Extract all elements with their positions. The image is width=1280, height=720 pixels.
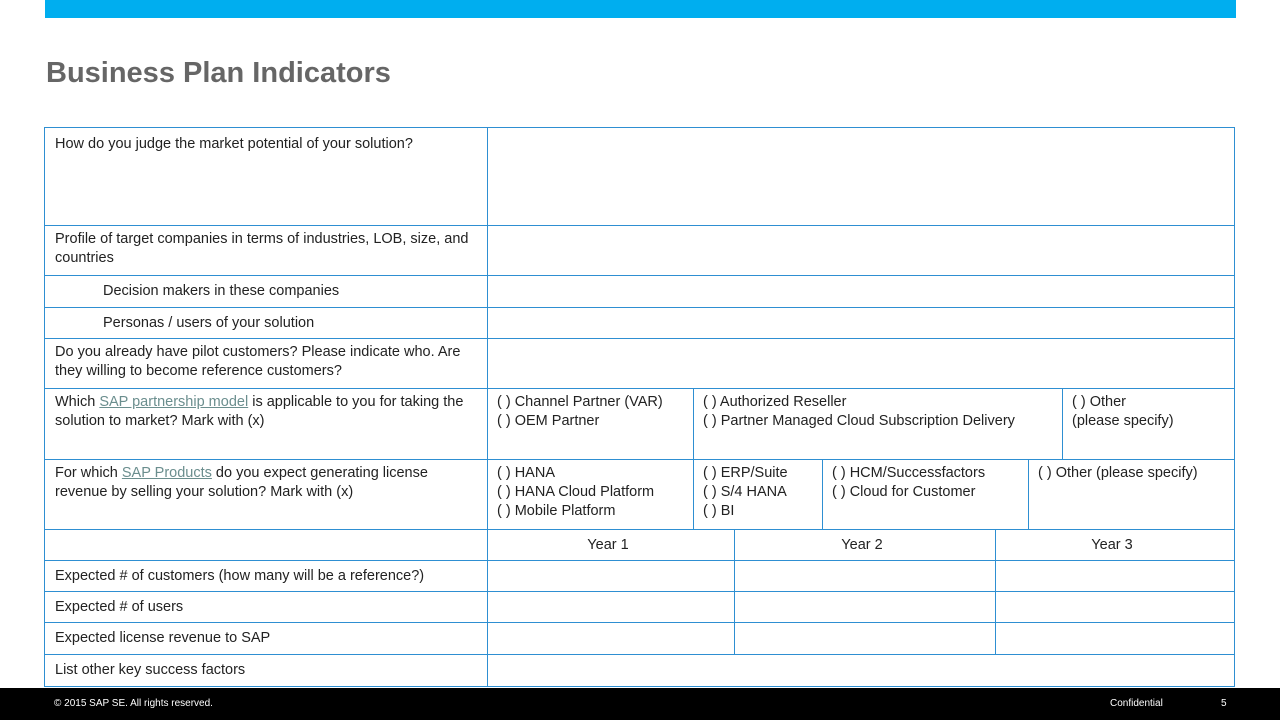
- expected-customers-year-2[interactable]: [734, 560, 996, 592]
- option-other-partnership[interactable]: ( ) Other: [1072, 394, 1126, 410]
- products-option-group-1[interactable]: [487, 459, 694, 530]
- row-label-success-factors: [44, 654, 488, 687]
- option-hcm-successfactors[interactable]: ( ) HCM/Successfactors: [832, 465, 986, 481]
- option-partner-managed-cloud[interactable]: ( ) Partner Managed Cloud Subscription Delivery: [703, 413, 1015, 429]
- option-erp-suite[interactable]: ( ) ERP/Suite: [703, 465, 788, 481]
- option-s4-hana[interactable]: ( ) S/4 HANA: [703, 484, 787, 500]
- year-2-label: Year 2: [841, 536, 883, 553]
- market-potential-question: How do you judge the market potential of your solution?: [55, 136, 413, 152]
- option-other-products[interactable]: ( ) Other (please specify): [1038, 465, 1198, 481]
- row-label-partnership: [44, 388, 488, 460]
- year-header-blank: [44, 529, 488, 561]
- option-channel-partner[interactable]: ( ) Channel Partner (VAR): [497, 394, 663, 410]
- partnership-option-group-1[interactable]: [487, 388, 694, 460]
- decision-makers-answer[interactable]: [487, 275, 1235, 308]
- expected-customers-year-3[interactable]: [995, 560, 1235, 592]
- option-mobile-platform[interactable]: ( ) Mobile Platform: [497, 503, 616, 519]
- products-suffix: do you expect generating license revenue by selling your solution? Mark with (x): [55, 465, 428, 500]
- row-label-expected-revenue: [44, 622, 488, 655]
- year-2-header: [734, 529, 996, 561]
- copyright-text: © 2015 SAP SE. All rights reserved.: [54, 698, 213, 709]
- page-number: 5: [1221, 698, 1227, 709]
- year-3-label: Year 3: [1091, 536, 1133, 553]
- success-factors-answer[interactable]: [487, 654, 1235, 687]
- footer-bar: [0, 688, 1280, 720]
- row-label-decision-makers: [44, 275, 488, 308]
- partnership-option-group-2[interactable]: [693, 388, 1063, 460]
- option-oem-partner[interactable]: ( ) OEM Partner: [497, 413, 600, 429]
- expected-revenue-question: Expected license revenue to SAP: [55, 630, 271, 646]
- row-label-pilot-customers: [44, 338, 488, 389]
- products-option-group-4[interactable]: [1028, 459, 1235, 530]
- expected-users-year-3[interactable]: [995, 591, 1235, 623]
- personas-question: Personas / users of your solution: [103, 314, 315, 331]
- products-prefix: For which: [55, 465, 122, 481]
- partnership-suffix: is applicable to you for taking the solution to market? Mark with (x): [55, 394, 464, 429]
- success-factors-question: List other key success factors: [55, 662, 246, 678]
- row-label-expected-users: [44, 591, 488, 623]
- market-potential-answer[interactable]: [487, 127, 1235, 226]
- pilot-customers-answer[interactable]: [487, 338, 1235, 389]
- row-label-target-profile: [44, 225, 488, 276]
- option-hana[interactable]: ( ) HANA: [497, 465, 555, 481]
- expected-users-year-2[interactable]: [734, 591, 996, 623]
- target-profile-answer[interactable]: [487, 225, 1235, 276]
- sap-products-link[interactable]: SAP Products: [121, 465, 212, 481]
- year-1-label: Year 1: [587, 536, 629, 553]
- products-option-group-2[interactable]: [693, 459, 823, 530]
- option-cloud-for-customer[interactable]: ( ) Cloud for Customer: [832, 484, 976, 500]
- partnership-prefix: Which: [55, 394, 100, 410]
- expected-revenue-year-1[interactable]: [487, 622, 735, 655]
- option-hana-cloud-platform[interactable]: ( ) HANA Cloud Platform: [497, 484, 655, 500]
- expected-users-question: Expected # of users: [55, 598, 184, 615]
- option-authorized-reseller[interactable]: ( ) Authorized Reseller: [703, 394, 847, 410]
- products-option-group-3[interactable]: [822, 459, 1029, 530]
- confidential-label: Confidential: [1110, 698, 1163, 709]
- expected-customers-year-1[interactable]: [487, 560, 735, 592]
- target-profile-question: Profile of target companies in terms of industries, LOB, size, and countries: [55, 231, 469, 266]
- page-title: Business Plan Indicators: [46, 57, 391, 89]
- sap-partnership-model-link[interactable]: SAP partnership model: [99, 394, 249, 410]
- expected-customers-question: Expected # of customers (how many will be a reference?): [55, 567, 425, 584]
- row-label-expected-customers: [44, 560, 488, 592]
- year-3-header: [995, 529, 1235, 561]
- pilot-customers-question: Do you already have pilot customers? Please indicate who. Are they willing to become reference customers?: [55, 344, 461, 379]
- row-label-products: [44, 459, 488, 530]
- option-bi[interactable]: ( ) BI: [703, 503, 735, 519]
- expected-revenue-year-2[interactable]: [734, 622, 996, 655]
- top-accent-bar: [45, 0, 1236, 18]
- personas-answer[interactable]: [487, 307, 1235, 339]
- business-plan-table: [45, 128, 1235, 688]
- decision-makers-question: Decision makers in these companies: [103, 283, 340, 299]
- partnership-option-group-3[interactable]: [1062, 388, 1235, 460]
- row-label-personas: [44, 307, 488, 339]
- option-other-partnership-specify: (please specify): [1072, 413, 1174, 429]
- expected-users-year-1[interactable]: [487, 591, 735, 623]
- expected-revenue-year-3[interactable]: [995, 622, 1235, 655]
- year-1-header: [487, 529, 735, 561]
- row-label-market-potential: [44, 127, 488, 226]
